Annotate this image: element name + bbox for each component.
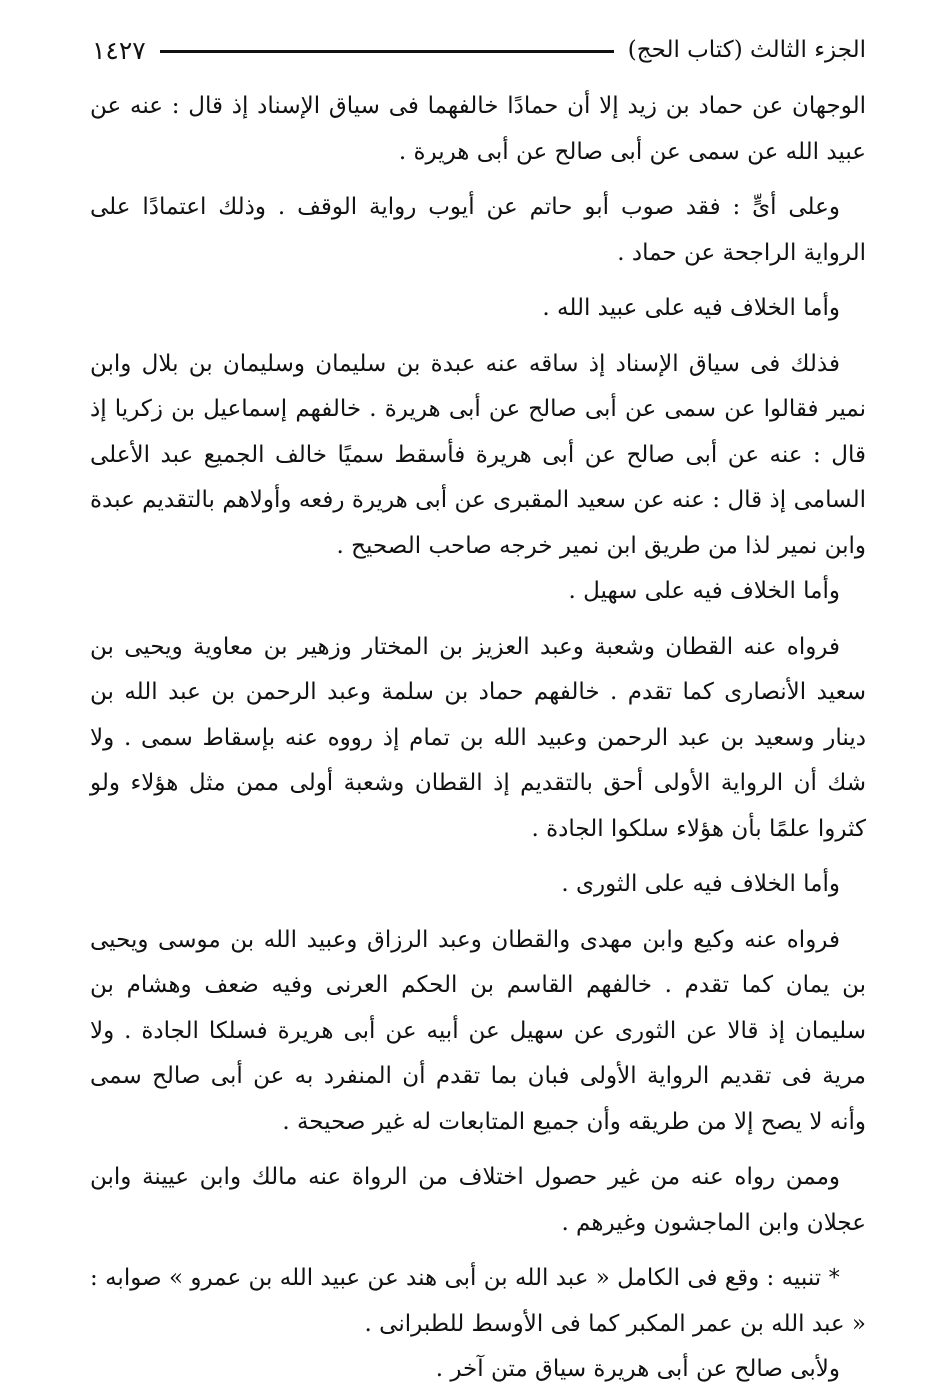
paragraph-ruling: وعلى أىٍّ : فقد صوب أبو حاتم عن أيوب رواية الوقف . وذلك اعتمادًا على الرواية الراجحة عن حماد . <box>90 194 866 266</box>
page-header <box>92 30 866 70</box>
page-number: ١٤٢٧ <box>92 35 146 65</box>
paragraph-other-narrators: وممن رواه عنه من غير حصول اختلاف من الرواة عنه مالك وابن عيينة وابن عجلان وابن الماجشون وغيرهم . <box>90 1164 866 1236</box>
body-text <box>90 84 866 1393</box>
note-star: * <box>828 1265 840 1291</box>
section-heading-thawri: وأما الخلاف فيه على الثورى . <box>561 871 840 897</box>
section-heading-suhayl: وأما الخلاف فيه على سهيل . <box>568 578 840 604</box>
running-title: الجزء الثالث (كتاب الحج) <box>627 37 866 63</box>
closing-line: ولأبى صالح عن أبى هريرة سياق متن آخر . <box>435 1356 840 1382</box>
paragraph-ubaydullah: فذلك فى سياق الإسناد إذ ساقه عنه عبدة بن سليمان وسليمان بن بلال وابن نمير فقالوا عن سمى عن أبى صالح عن أبى هريرة . خالفهم إسماعيل بن زكريا إذ قال : عنه عن أبى صالح عن أبى هريرة فأسقط سميًا خالف الجميع عبد الأعلى السامى إذ قال : عنه عن سعيد المقبرى عن أبى هريرة رفعه وأولاهم بالتقديم عبدة وابن نمير لذا من طريق ابن نمير خرجه صاحب الصحيح . <box>90 350 867 559</box>
header-rule <box>160 50 614 53</box>
note-text: تنبيه : وقع فى الكامل « عبد الله بن أبى هند عن عبيد الله بن عمرو » صوابه : « عبد الله بن عمر المكبر كما فى الأوسط للطبرانى . <box>90 1265 866 1337</box>
paragraph-thawri: فرواه عنه وكيع وابن مهدى والقطان وعبد الرزاق وعبيد الله بن موسى ويحيى بن يمان كما تقدم . خالفهم القاسم بن الحكم العرنى وفيه ضعف وهشام بن سليمان إذ قالا عن الثورى عن سهيل عن أبيه عن أبى هريرة فسلكا الجادة . ولا مرية فى تقديم الرواية الأولى فبان بما تقدم أن المنفرد به عن أبى صالح سمى وأنه لا يصح إلا من طريقه وأن جميع المتابعات له غير صحيحة . <box>90 926 866 1135</box>
paragraph-continuation: الوجهان عن حماد بن زيد إلا أن حمادًا خالفهما فى سياق الإسناد إذ قال : عنه عن عبيد الله عن سمى عن أبى صالح عن أبى هريرة . <box>90 93 866 165</box>
section-heading-ubaydullah: وأما الخلاف فيه على عبيد الله . <box>542 295 840 321</box>
note-paragraph <box>90 1256 866 1347</box>
paragraph-suhayl: فرواه عنه القطان وشعبة وعبد العزيز بن المختار وزهير بن معاوية ويحيى بن سعيد الأنصارى كما تقدم . خالفهم حماد بن سلمة وعبد الرحمن بن عبد الله بن دينار وسعيد بن عبد الرحمن وعبيد الله بن تمام إذ رووه عنه بإسقاط سمى . ولا شك أن الرواية الأولى أحق بالتقديم إذ القطان وشعبة أولى ممن مثل هؤلاء ولو كثروا علمًا بأن هؤلاء سلكوا الجادة . <box>90 633 866 842</box>
